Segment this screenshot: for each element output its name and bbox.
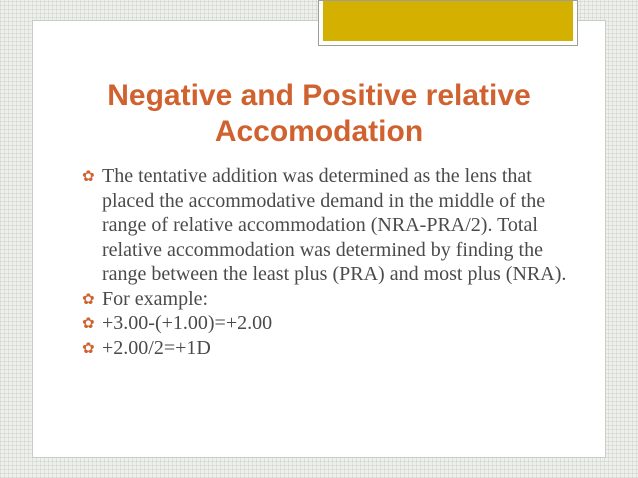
- bullet-text-4: +2.00/2=+1D: [102, 336, 211, 359]
- ring-bullet-icon: ✿: [82, 167, 95, 185]
- ring-bullet-icon: ✿: [82, 314, 95, 332]
- bullet-item-3: [82, 311, 582, 336]
- bullet-list: [82, 164, 582, 360]
- accent-bar: [318, 0, 578, 46]
- bullet-item-1: [82, 164, 582, 287]
- ring-bullet-icon: ✿: [82, 289, 95, 308]
- bullet-text-2: For example:: [102, 287, 209, 310]
- slide-title-line-2: Accomodation: [214, 115, 424, 148]
- bullet-item-4: [82, 336, 582, 361]
- slide-title-line-1: Negative and Positive relative: [107, 79, 531, 112]
- bullet-item-2: [82, 287, 582, 312]
- accent-bar-fill: [323, 1, 573, 41]
- ring-bullet-icon: ✿: [82, 338, 95, 357]
- slide-title: [32, 78, 606, 150]
- bullet-text-1: The tentative addition was determined as the lens that placed the accommodative demand in the middle of the range of relative accommodation (NRA-PRA/2). Total relative accommodation was determined by finding the range between the least plus (PRA) and most plus (NRA).: [102, 165, 567, 285]
- bullet-text-3: +3.00-(+1.00)=+2.00: [102, 312, 273, 334]
